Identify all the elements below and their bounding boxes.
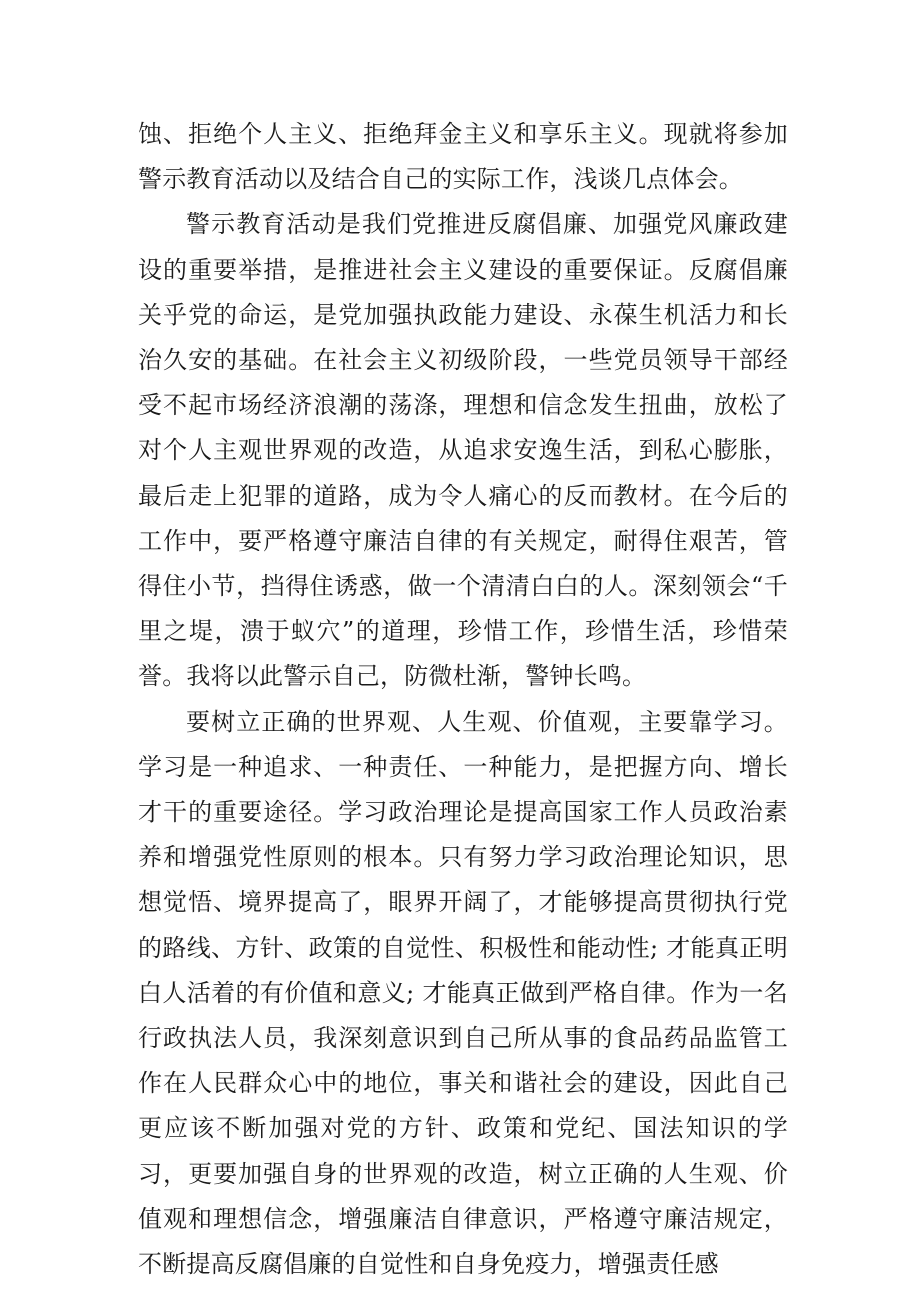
paragraph-1: 蚀、拒绝个人主义、拒绝拜金主义和享乐主义。现就将参加警示教育活动以及结合自己的实际工作，浅谈几点体会。 [138, 120, 788, 194]
paragraph-2: 警示教育活动是我们党推进反腐倡廉、加强党风廉政建设的重要举措，是推进社会主义建设的重要保证。反腐倡廉关乎党的命运，是党加强执政能力建设、永葆生机活力和长治久安的基础。在社会主义初级阶段，一些党员领导干部经受不起市场经济浪潮的荡涤，理想和信念发生扭曲，放松了对个人主观世界观的改造，从追求安逸生活，到私心膨胀，最后走上犯罪的道路，成为令人痛心的反而教材。在今后的工作中，要严格遵守廉洁自律的有关规定，耐得住艰苦，管得住小节，挡得住诱惑，做一个清清白白的人。深刻领会“千里之堤，溃于蚁穴”的道理，珍惜工作，珍惜生活，珍惜荣誉。我将以此警示自己，防微杜渐，警钟长鸣。 [138, 210, 788, 691]
document-body [138, 112, 788, 1287]
paragraph-3: 要树立正确的世界观、人生观、价值观，主要靠学习。学习是一种追求、一种责任、一种能力，是把握方向、增长才干的重要途径。学习政治理论是提高国家工作人员政治素养和增强党性原则的根本。只有努力学习政治理论知识，思想觉悟、境界提高了，眼界开阔了，才能够提高贯彻执行党的路线、方针、政策的自觉性、积极性和能动性; 才能真正明白人活着的有价值和意义; 才能真正做到严格自律。作为一名行政执法人员，我深刻意识到自己所从事的食品药品监管工作在人民群众心中的地位，事关和谐社会的建设，因此自己更应该不断加强对党的方针、政策和党纪、国法知识的学习，更要加强自身的世界观的改造，树立正确的人生观、价值观和理想信念，增强廉洁自律意识，严格遵守廉洁规定，不断提高反腐倡廉的自觉性和自身免疫力，增强责任感 [138, 707, 788, 1279]
